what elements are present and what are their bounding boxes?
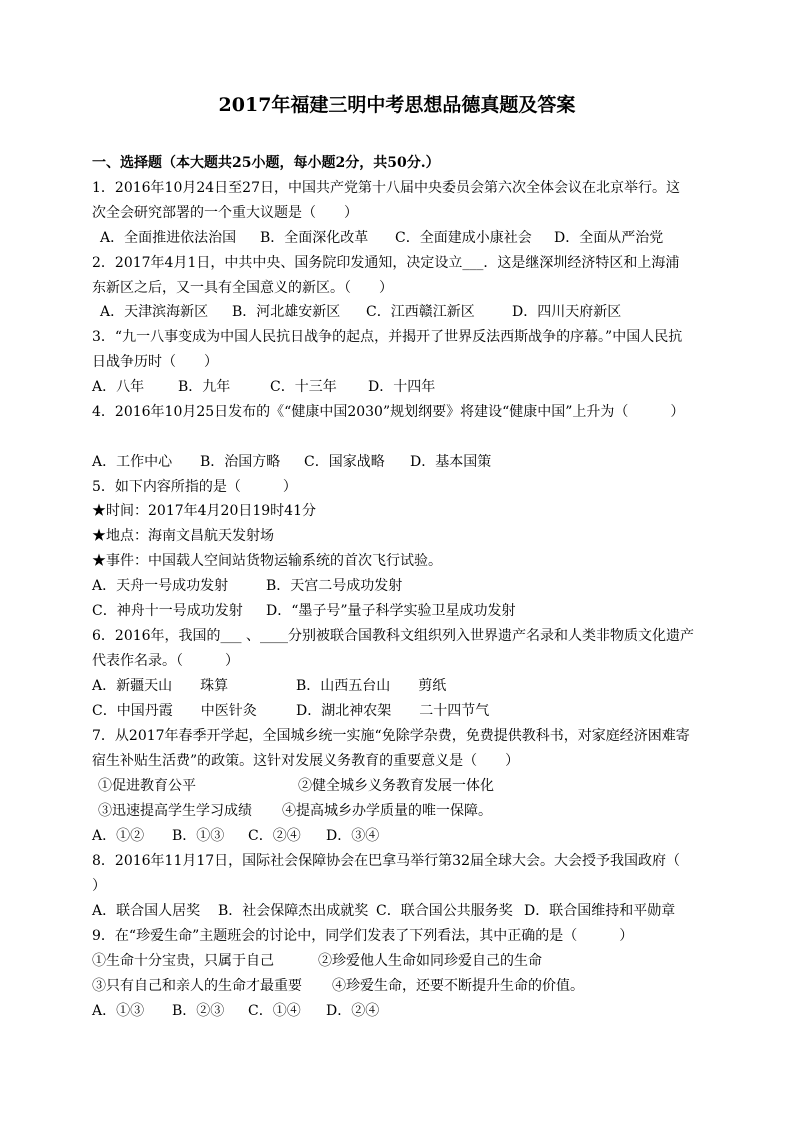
- question-9-text-line-1: 9．在“珍爱生命”主题班会的讨论中，同学们发表了下列看法，其中正确的是（ ）: [92, 928, 634, 944]
- question-8-text-line-2: ）: [92, 878, 106, 894]
- question-4-text-line-1: 4．2016年10月25日发布的《“健康中国2030”规划纲要》将建设“健康中国”上升为（ ）: [92, 404, 685, 420]
- option-a: A．全面推进依法治国: [100, 230, 237, 246]
- option-a: A．天舟一号成功发射: [92, 578, 229, 594]
- option-d: D．③④: [326, 828, 380, 844]
- option-d: D．湖北神农架 二十四节气: [296, 703, 490, 719]
- question-5-info-place: ★地点：海南文昌航天发射场: [92, 528, 274, 544]
- option-c: C．十三年: [270, 379, 337, 395]
- option-b: B．治国方略: [200, 454, 281, 470]
- option-d: D．“墨子号”量子科学实验卫星成功发射: [266, 603, 516, 619]
- question-2-text-line-1: 2．2017年4月1日，中共中央、国务院印发通知，决定设立___．这是继深圳经济特区和上海浦: [92, 255, 680, 271]
- option-b: B．河北雄安新区: [232, 304, 341, 320]
- option-b: B．②③: [172, 1003, 225, 1019]
- option-c: C．江西赣江新区: [366, 304, 475, 320]
- option-a: A．工作中心: [92, 454, 173, 470]
- statement-3: ③只有自己和亲人的生命才最重要: [92, 978, 302, 994]
- question-1-text-line-1: 1．2016年10月24日至27日，中国共产党第十八届中央委员会第六次全体会议在北京举行。这: [92, 180, 680, 196]
- question-5-text-line-1: 5．如下内容所指的是（ ）: [92, 479, 297, 495]
- option-c: C．中国丹霞 中医针灸: [92, 703, 257, 719]
- option-d: D．四川天府新区: [512, 304, 622, 320]
- statement-2: ②珍爱他人生命如同珍爱自己的生命: [318, 953, 542, 969]
- option-a: A．联合国人居奖: [92, 903, 201, 919]
- question-5-info-time: ★时间：2017年4月20日19时41分: [92, 503, 316, 519]
- option-a: A．①③: [92, 1003, 145, 1019]
- option-d: D．十四年: [368, 379, 436, 395]
- statement-4: ④提高城乡办学质量的唯一保障。: [282, 803, 492, 819]
- question-5-info-event: ★事件：中国载人空间站货物运输系统的首次飞行试验。: [92, 553, 442, 569]
- option-b: B．天宫二号成功发射: [266, 578, 403, 594]
- statement-3: ③迅速提高学生学习成绩: [98, 803, 252, 819]
- question-2-text-line-2: 东新区之后，又一具有全国意义的新区。（ ）: [92, 280, 393, 296]
- statement-4: ④珍爱生命，还要不断提升生命的价值。: [332, 978, 584, 994]
- option-c: C．①④: [248, 1003, 301, 1019]
- option-b: B．社会保障杰出成就奖: [218, 903, 369, 919]
- option-c: C．全面建成小康社会: [395, 230, 532, 246]
- question-1-text-line-2: 次全会研究部署的一个重大议题是（ ）: [92, 205, 358, 221]
- option-d: D．全面从严治党: [554, 230, 664, 246]
- option-a: A．天津滨海新区: [100, 304, 209, 320]
- question-8-text-line-1: 8．2016年11月17日，国际社会保障协会在巴拿马举行第32届全球大会。大会授予我国政府（: [92, 853, 680, 869]
- option-a: A．①②: [92, 828, 145, 844]
- question-3-text-line-2: 日战争历时（ ）: [92, 354, 218, 370]
- option-c: C．神舟十一号成功发射: [92, 603, 243, 619]
- option-b: B．山西五台山 剪纸: [296, 678, 447, 694]
- option-a: A．新疆天山 珠算: [92, 678, 229, 694]
- statement-1: ①生命十分宝贵，只属于自己: [92, 953, 274, 969]
- statement-1: ①促进教育公平: [98, 778, 196, 794]
- option-d: D．联合国维持和平勋章: [524, 903, 676, 919]
- option-d: D．基本国策: [410, 454, 492, 470]
- option-b: B．九年: [178, 379, 231, 395]
- section-heading: 一、选择题（本大题共25小题，每小题2分，共50分.）: [92, 155, 440, 171]
- question-6-text-line-2: 代表作名录。（ ）: [92, 653, 239, 669]
- option-d: D．②④: [326, 1003, 380, 1019]
- option-a: A．八年: [92, 379, 145, 395]
- question-7-text-line-2: 宿生补贴生活费”的政策。这针对发展义务教育的重要意义是（ ）: [92, 753, 520, 769]
- option-c: C．②④: [248, 828, 301, 844]
- page-title: 2017年福建三明中考思想品德真题及答案: [218, 94, 576, 116]
- option-c: C．国家战略: [304, 454, 385, 470]
- option-b: B．全面深化改革: [260, 230, 369, 246]
- question-3-text-line-1: 3．“九一八事变成为中国人民抗日战争的起点，并揭开了世界反法西斯战争的序幕。”中国人民抗: [92, 329, 683, 345]
- question-7-text-line-1: 7．从2017年春季开学起，全国城乡统一实施“免除学杂费，免费提供教科书，对家庭经济困难寄: [92, 728, 690, 744]
- option-b: B．①③: [172, 828, 225, 844]
- question-6-text-line-1: 6．2016年，我国的___ 、____分别被联合国教科文组织列入世界遗产名录和人类非物质文化遗产: [92, 628, 694, 644]
- statement-2: ②健全城乡义务教育发展一体化: [298, 778, 494, 794]
- option-c: C．联合国公共服务奖: [376, 903, 513, 919]
